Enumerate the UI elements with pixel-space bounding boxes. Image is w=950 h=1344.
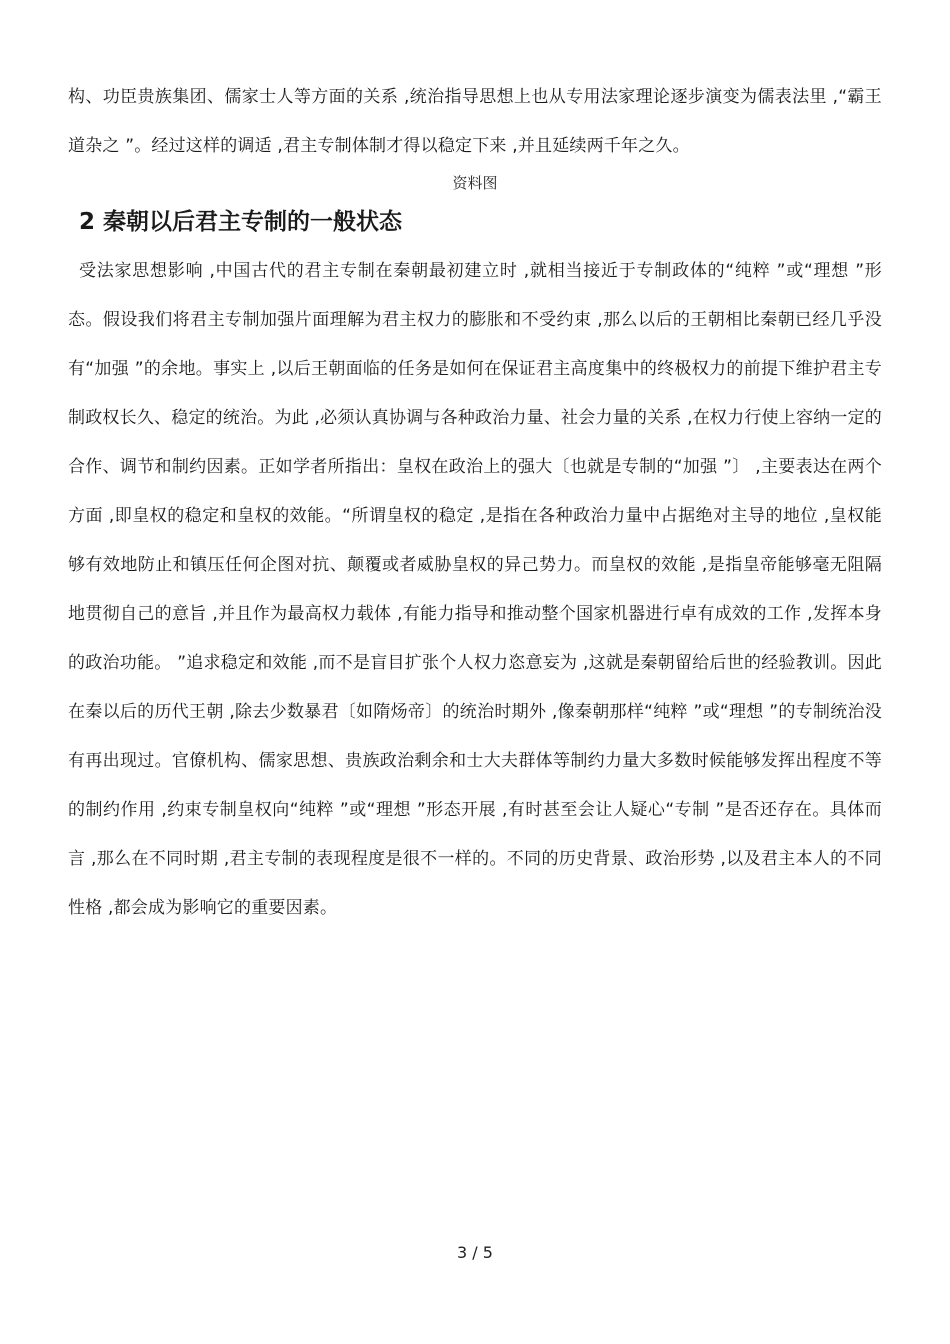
section-heading: 2 秦朝以后君主专制的一般状态: [79, 209, 403, 235]
body-paragraph: 受法家思想影响 ,中国古代的君主专制在秦朝最初建立时 ,就相当接近于专制政体的“纯粹 ”或“理想 ”形态。假设我们将君主专制加强片面理解为君主权力的膨胀和不受约束 ,那么以后的王朝相比秦朝已经几乎没有“加强 ”的余地。事实上 ,以后王朝面临的任务是如何在保证君主高度集中的终极权力的前提下维护君主专制政权长久、稳定的统治。为此 ,必须认真协调与各种政治力量、社会力量的关系 ,在权力行使上容纳一定的合作、调节和制约因素。正如学者所指出：皇权在政治上的强大〔也就是专制的“加强 ”〕 ,主要表达在两个方面 ,即皇权的稳定和皇权的效能。“所谓皇权的稳定 ,是指在各种政治力量中占据绝对主导的地位 ,皇权能够有效地防止和镇压任何企图对抗、颠覆或者威胁皇权的异己势力。而皇权的效能 ,是指皇帝能够毫无阻隔地贯彻自己的意旨 ,并且作为最高权力载体 ,有能力指导和推动整个国家机器进行卓有成效的工作 ,发挥本身的政治功能。 ”追求稳定和效能 ,而不是盲目扩张个人权力恣意妄为 ,这就是秦朝留给后世的经验教训。因此在秦以后的历代王朝 ,除去少数暴君〔如隋炀帝〕的统治时期外 ,像秦朝那样“纯粹 ”或“理想 ”的专制统治没有再出现过。官僚机构、儒家思想、贵族政治剩余和士大夫群体等制约力量大多数时候能够发挥出程度不等的制约作用 ,约束专制皇权向“纯粹 ”或“理想 ”形态开展 ,有时甚至会让人疑心“专制 ”是否还存在。具体而言 ,那么在不同时期 ,君主专制的表现程度是很不一样的。不同的历史背景、政治形势 ,以及君主本人的不同性格 ,都会成为影响它的重要因素。: [68, 261, 882, 918]
page-number: 3 / 5: [457, 1243, 493, 1262]
continued-paragraph: 构、功臣贵族集团、儒家士人等方面的关系 ,统治指导思想上也从专用法家理论逐步演变为儒表法里 ,“霸王道杂之 ”。经过这样的调适 ,君主专制体制才得以稳定下来 ,并且延续两千年之久。: [68, 87, 882, 156]
figure-caption: 资料图: [452, 174, 498, 192]
